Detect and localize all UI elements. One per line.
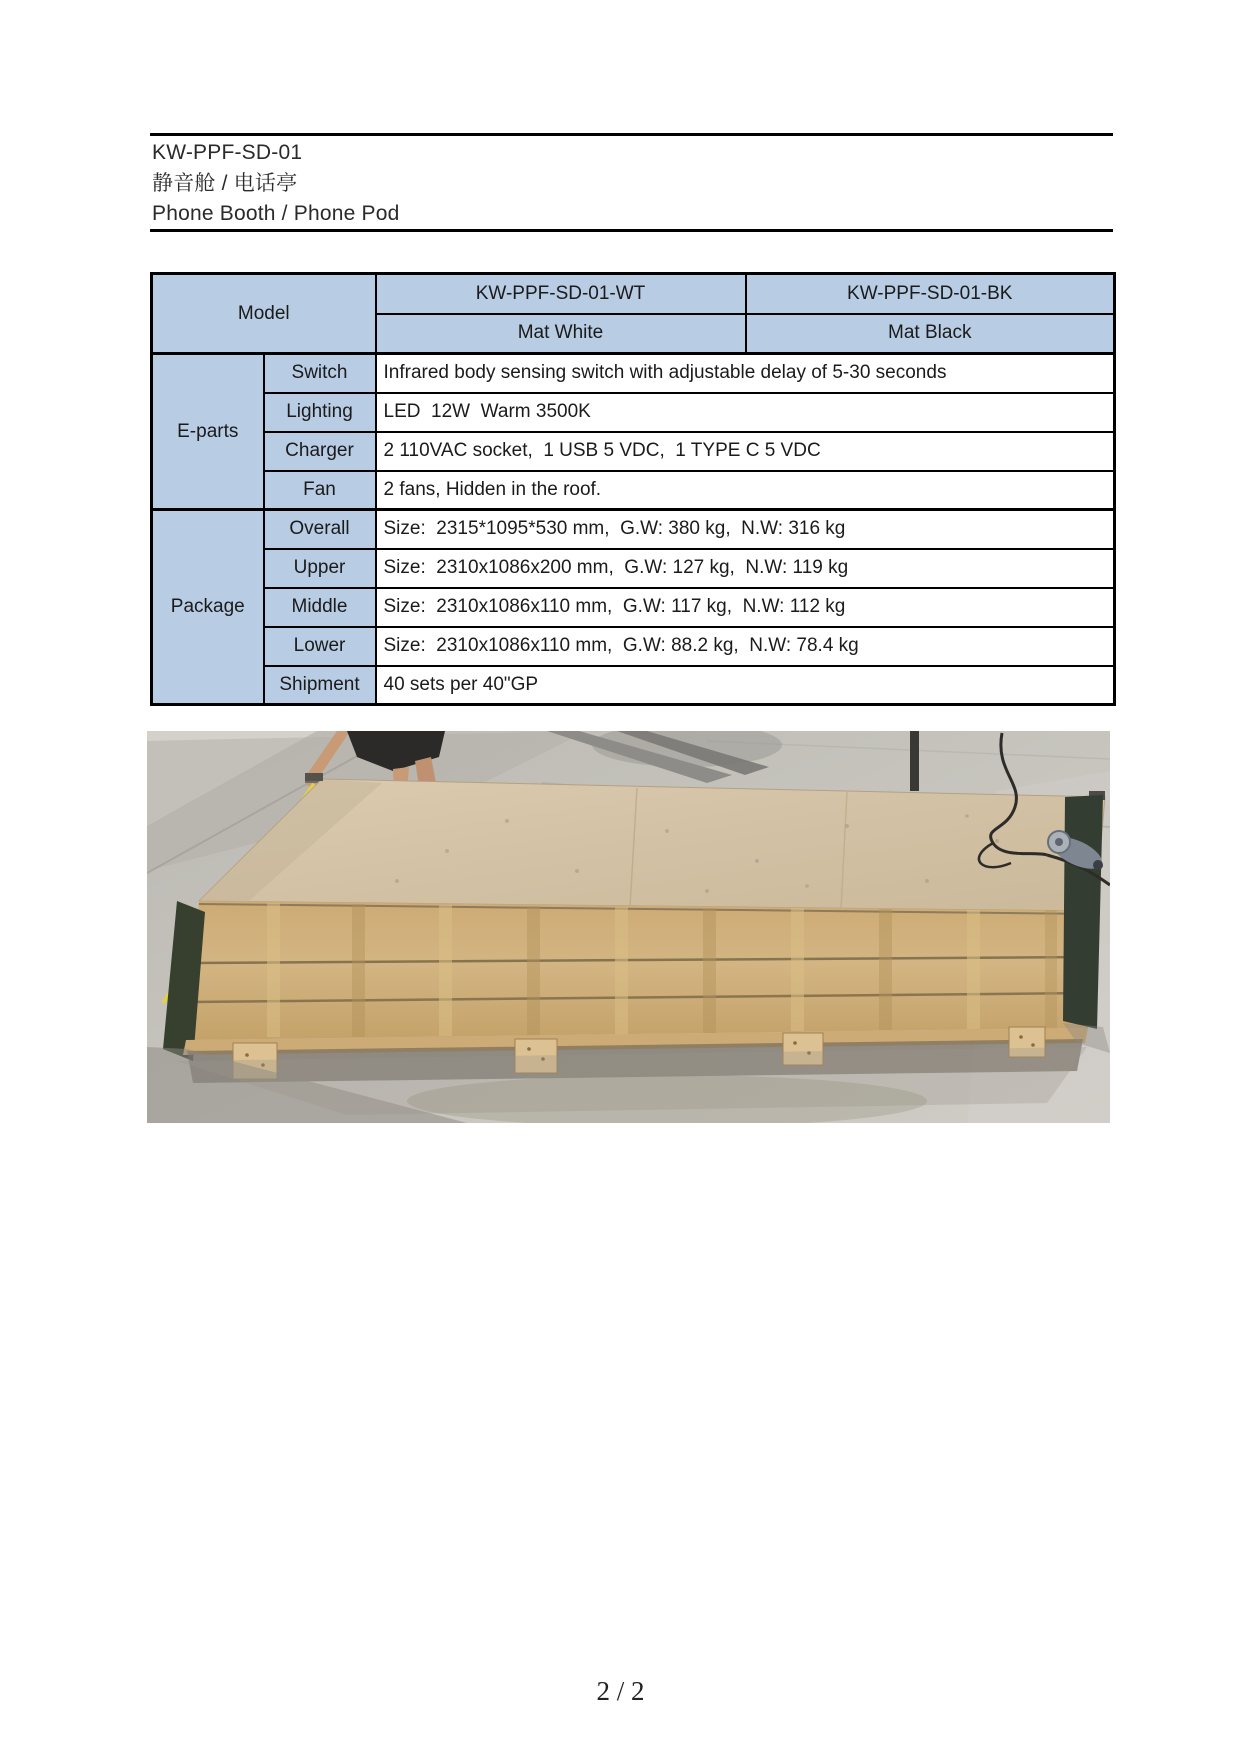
row-label-switch: Switch [264,354,376,393]
row-label-fan: Fan [264,471,376,510]
row-label-lighting: Lighting [264,393,376,432]
row-label-overall: Overall [264,510,376,549]
row-value-switch: Infrared body sensing switch with adjustable delay of 5-30 seconds [376,354,1115,393]
group-label-package: Package [152,510,264,705]
package-photo-illustration [147,731,1110,1123]
variant-finish-wt: Mat White [376,314,746,354]
variant-code-wt: KW-PPF-SD-01-WT [376,274,746,314]
row-value-middle: Size: 2310x1086x110 mm, G.W: 117 kg, N.W: 112 kg [376,588,1115,627]
background-post [910,731,919,791]
corner-post-right [1063,795,1103,1029]
title-english: Phone Booth / Phone Pod [152,202,400,225]
row-label-middle: Middle [264,588,376,627]
variant-finish-bk: Mat Black [746,314,1115,354]
row-label-charger: Charger [264,432,376,471]
package-photo [147,731,1110,1123]
model-code: KW-PPF-SD-01 [152,141,303,164]
spec-table [150,272,1116,706]
row-value-lighting: LED 12W Warm 3500K [376,393,1115,432]
page-number: 2 / 2 [596,1676,645,1706]
row-value-shipment: 40 sets per 40"GP [376,666,1115,705]
header-top-rule [150,133,1113,136]
row-value-lower: Size: 2310x1086x110 mm, G.W: 88.2 kg, N.W: 78.4 kg [376,627,1115,666]
document-header [152,138,399,230]
crate-front-cardboard [186,901,1095,1040]
row-label-lower: Lower [264,627,376,666]
row-value-overall: Size: 2315*1095*530 mm, G.W: 380 kg, N.W: 316 kg [376,510,1115,549]
header-bottom-rule [150,229,1113,232]
row-label-shipment: Shipment [264,666,376,705]
corner-bracket [305,773,323,781]
model-header-cell: Model [152,274,376,354]
row-value-upper: Size: 2310x1086x200 mm, G.W: 127 kg, N.W: 119 kg [376,549,1115,588]
title-chinese: 静音舱 / 电话亭 [152,171,298,195]
row-label-upper: Upper [264,549,376,588]
group-label-eparts: E-parts [152,354,264,510]
variant-code-bk: KW-PPF-SD-01-BK [746,274,1115,314]
row-value-fan: 2 fans, Hidden in the roof. [376,471,1115,510]
row-value-charger: 2 110VAC socket, 1 USB 5 VDC, 1 TYPE C 5 VDC [376,432,1115,471]
